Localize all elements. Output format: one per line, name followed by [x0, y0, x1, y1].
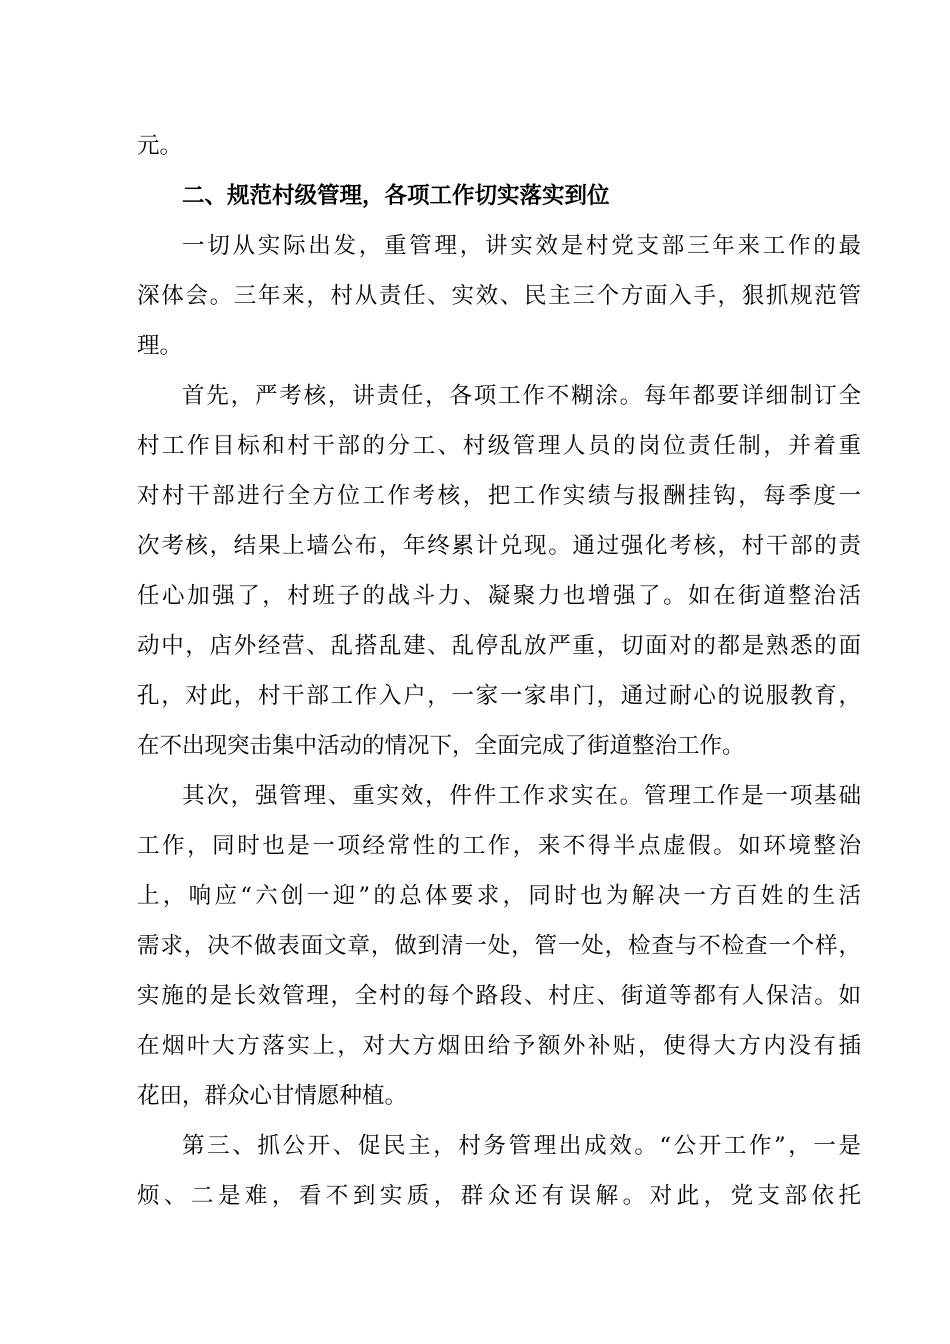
text-line: 第三、抓公开、促民主，村务管理出成效。“公开工作”，一是 [182, 1133, 861, 1159]
text-line: 首先，严考核，讲责任，各项工作不糊涂。每年都要详细制订全 [182, 383, 861, 409]
text-line: 烦、二是难，看不到实质，群众还有误解。对此，党支部依托 [137, 1183, 861, 1209]
section-heading: 二、规范村级管理，各项工作切实落实到位 [182, 183, 610, 209]
text-line: 村工作目标和村干部的分工、村级管理人员的岗位责任制，并着重 [137, 433, 861, 459]
text-line: 工作，同时也是一项经常性的工作，来不得半点虚假。如环境整治 [137, 833, 861, 859]
text-line: 对村干部进行全方位工作考核，把工作实绩与报酬挂钩，每季度一 [137, 483, 861, 509]
text-line: 在不出现突击集中活动的情况下，全面完成了街道整治工作。 [137, 733, 745, 759]
text-line: 理。 [137, 333, 183, 359]
text-line: 任心加强了，村班子的战斗力、凝聚力也增强了。如在街道整治活 [137, 583, 861, 609]
text-line: 深体会。三年来，村从责任、实效、民主三个方面入手，狠抓规范管 [137, 283, 861, 309]
text-line: 其次，强管理、重实效，件件工作求实在。管理工作是一项基础 [182, 783, 861, 809]
text-line: 上，响应“六创一迎”的总体要求，同时也为解决一方百姓的生活 [137, 883, 861, 909]
text-line: 一切从实际出发，重管理，讲实效是村党支部三年来工作的最 [182, 233, 861, 259]
text-line: 实施的是长效管理，全村的每个路段、村庄、街道等都有人保洁。如 [137, 983, 861, 1009]
text-line: 动中，店外经营、乱搭乱建、乱停乱放严重，切面对的都是熟悉的面 [137, 633, 861, 659]
text-line: 需求，决不做表面文章，做到清一处，管一处，检查与不检查一个样， [137, 933, 861, 959]
text-line: 在烟叶大方落实上，对大方烟田给予额外补贴，使得大方内没有插 [137, 1033, 861, 1059]
text-line: 花田，群众心甘情愿种植。 [137, 1083, 408, 1109]
text-line: 孔，对此，村干部工作入户，一家一家串门，通过耐心的说服教育， [137, 683, 861, 709]
text-line: 次考核，结果上墙公布，年终累计兑现。通过强化考核，村干部的责 [137, 533, 861, 559]
text-line: 元。 [137, 133, 183, 159]
